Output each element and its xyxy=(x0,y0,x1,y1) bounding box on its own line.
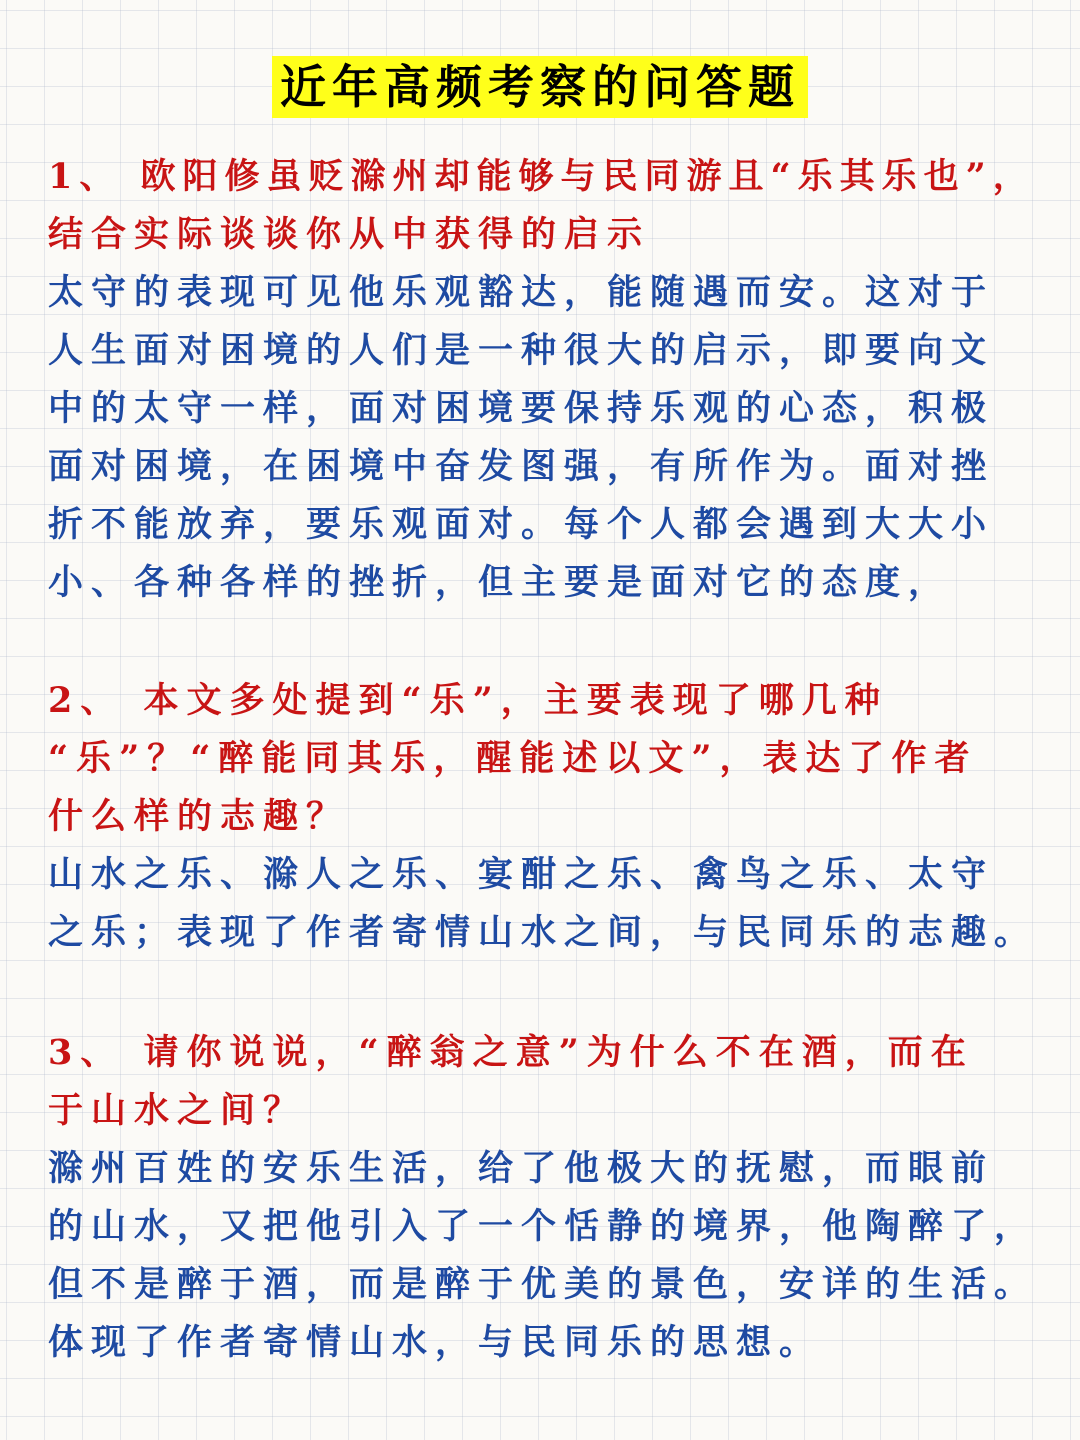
question-2-line-2: “乐”？“醉能同其乐，醒能述以文”，表达了作者 xyxy=(48,738,978,779)
answer-3-line-2: 的山水，又把他引入了一个恬静的境界，他陶醉了， xyxy=(48,1206,1038,1247)
question-3-line-2: 于山水之间？ xyxy=(48,1090,307,1131)
answer-1-line-3: 中的太守一样，面对困境要保持乐观的心态，积极 xyxy=(48,388,995,429)
title-wrap xyxy=(0,56,1080,118)
question-2-line-3: 什么样的志趣？ xyxy=(48,796,350,837)
question-2-line-1: 2、 本文多处提到“乐”，主要表现了哪几种 xyxy=(48,680,888,721)
question-1-line-2: 结合实际谈谈你从中获得的启示 xyxy=(48,214,651,255)
answer-1-line-6: 小、各种各样的挫折，但主要是面对它的态度， xyxy=(48,562,952,603)
page-title: 近年高频考察的问答题 xyxy=(272,56,808,118)
answer-1-line-5: 折不能放弃，要乐观面对。每个人都会遇到大大小 xyxy=(48,504,995,545)
answer-3-line-1: 滁州百姓的安乐生活，给了他极大的抚慰，而眼前 xyxy=(48,1148,995,1189)
answer-2-line-1: 山水之乐、滁人之乐、宴酣之乐、禽鸟之乐、太守 xyxy=(48,854,995,895)
section-1 xyxy=(48,148,1048,612)
question-3-line-1: 3、 请你说说，“醉翁之意”为什么不在酒，而在 xyxy=(48,1032,974,1073)
question-1-line-1: 1、 欧阳修虽贬滁州却能够与民同游且“乐其乐也”， xyxy=(48,156,1035,197)
answer-3-line-4: 体现了作者寄情山水，与民同乐的思想。 xyxy=(48,1322,823,1363)
section-2 xyxy=(48,672,1048,962)
answer-1-line-4: 面对困境，在困境中奋发图强，有所作为。面对挫 xyxy=(48,446,995,487)
section-3 xyxy=(48,1024,1048,1372)
answer-1-line-2: 人生面对困境的人们是一种很大的启示，即要向文 xyxy=(48,330,995,371)
answer-3-line-3: 但不是醉于酒，而是醉于优美的景色，安详的生活。 xyxy=(48,1264,1038,1305)
answer-1-line-1: 太守的表现可见他乐观豁达，能随遇而安。这对于 xyxy=(48,272,995,313)
answer-2-line-2: 之乐；表现了作者寄情山水之间，与民同乐的志趣。 xyxy=(48,912,1038,953)
